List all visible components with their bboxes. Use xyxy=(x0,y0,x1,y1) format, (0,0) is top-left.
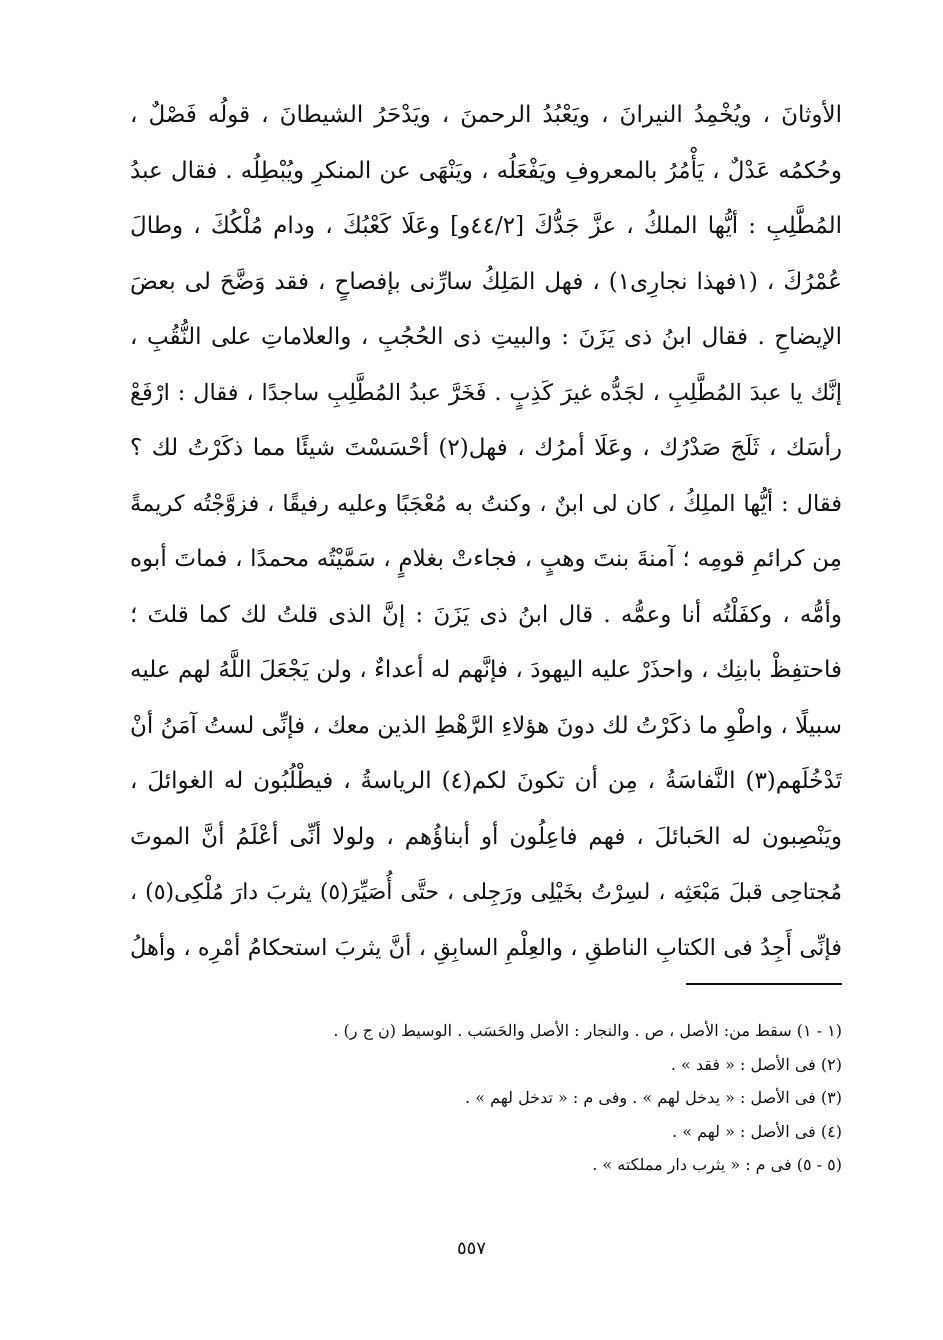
text-line: المُطَّلِبِ : أيُّها الملكُ ، عزَّ جَدُّكَ [٤٤/٢و] وعَلَا كَعْبُكَ ، ودام مُلْكُكَ ، وطالَ xyxy=(130,213,842,239)
text-line: إنَّك يا عبدَ المُطَّلِبِ ، لجَدُّه غيرَ كَذِبٍ . فَخَرَّ عبدُ المُطَّلِبِ ساجدًا ، فقال : ارْفَعْ xyxy=(130,379,842,406)
text-line: وحُكمُه عَدْلٌ ، يَأْمُرُ بالمعروفِ ويَفْعَلُه ، ويَنْهَى عن المنكرِ ويُبْطِلُه . فقال عبدُ xyxy=(130,157,842,184)
text-line: عُمْرُكَ ، (١فهذا نجارِى١) ، فهل المَلِكُ سارِّنى بإفصاحٍ ، فقد وَضَّحَ لى بعضَ xyxy=(130,268,842,295)
page-number: ٥٥٧ xyxy=(456,1238,486,1259)
footnotes xyxy=(230,1014,842,1182)
text-line: مِن كرائمِ قومِه ؛ آمنةَ بنتَ وهبٍ ، فجاءتْ بغلامٍ ، سَمَّيْتُه محمدًا ، فماتَ أبوه xyxy=(130,546,842,572)
footnote-divider xyxy=(686,983,842,985)
main-text xyxy=(130,88,842,976)
text-line: ويَنْصِبون له الحَبائلَ ، فهم فاعِلُون أو أبناؤُهم ، ولولا أنِّى أعْلَمُ أنَّ الموتَ xyxy=(130,823,842,850)
text-line: فاحتفِظْ بابنِك ، واحذَرْ عليه اليهودَ ، فإنَّهم له أعداءٌ ، ولن يَجْعَلَ اللَّهُ لهم عليه xyxy=(130,657,842,683)
text-line: تَدْخُلَهم(٣) النَّفاسَةُ ، مِن أن تكونَ لكم(٤) الرياسةُ ، فيطْلُبُون له الغوائلَ ، xyxy=(130,768,842,794)
text-line: سبيلًا ، واطْوِ ما ذكَرْتُ لك دونَ هؤلاءِ الرَّهْطِ الذين معك ، فإنِّى لستُ آمَنُ أنْ xyxy=(130,712,842,739)
footnote: (١ - ١) سقط من: الأصل ، ص . والنجار : الأصل والحَسَب . الوسيط (ن ج ر) . xyxy=(333,1021,842,1040)
footnote: (٣) فى الأصل : « يدخل لهم » . وفى م : « تدخل لهم » . xyxy=(465,1088,842,1107)
footnote: (٤) فى الأصل : « لهم » . xyxy=(672,1121,842,1141)
text-line: رأسَك ، ثَلَجَ صَدْرُك ، وعَلَا أمرُك ، فهل(٢) أحْسَسْتَ شيئًا مما ذكَرْتُ لك ؟ xyxy=(130,435,842,461)
text-line: مُجتاحِى قبلَ مَبْعَثِه ، لسِرْتُ بخَيْلِى ورَجِلى ، حتَّى أُصَيِّرَ(٥) يثربَ دارَ مُلْكِى(٥) ، xyxy=(130,880,842,905)
text-line: فقال : أيُّها الملِكُ ، كان لى ابنٌ ، وكنتُ به مُعْجَبًا وعليه رفيقًا ، فزوَّجْتُه كريمةً xyxy=(130,490,842,517)
footnote: (٢) فى الأصل : « فقد » . xyxy=(670,1054,842,1074)
text-line: الإيضاحِ . فقال ابنُ ذى يَزَنَ : والبيتِ ذى الحُجُبِ ، والعلاماتِ على النُّقُبِ ، xyxy=(130,324,842,350)
text-line: وأمُّه ، وكفَلْتُه أنا وعمُّه . قال ابنُ ذى يَزَنَ : إنَّ الذى قلتُ لك كما قلتَ ؛ xyxy=(130,601,842,628)
footnote: (٥ - ٥) فى م : « يثرب دار مملكته » . xyxy=(592,1155,842,1174)
text-line: الأوثانَ ، ويُخْمِدُ النيرانَ ، ويَعْبُدُ الرحمنَ ، ويَدْحَرُ الشيطانَ ، قولُه فَصْلٌ ، xyxy=(130,102,842,128)
text-line: فإنِّى أَجِدُ فى الكتابِ الناطقِ ، والعِلْمِ السابِقِ ، أنَّ يثربَ استحكامُ أمْرِه ، وأهلُ xyxy=(130,934,842,961)
